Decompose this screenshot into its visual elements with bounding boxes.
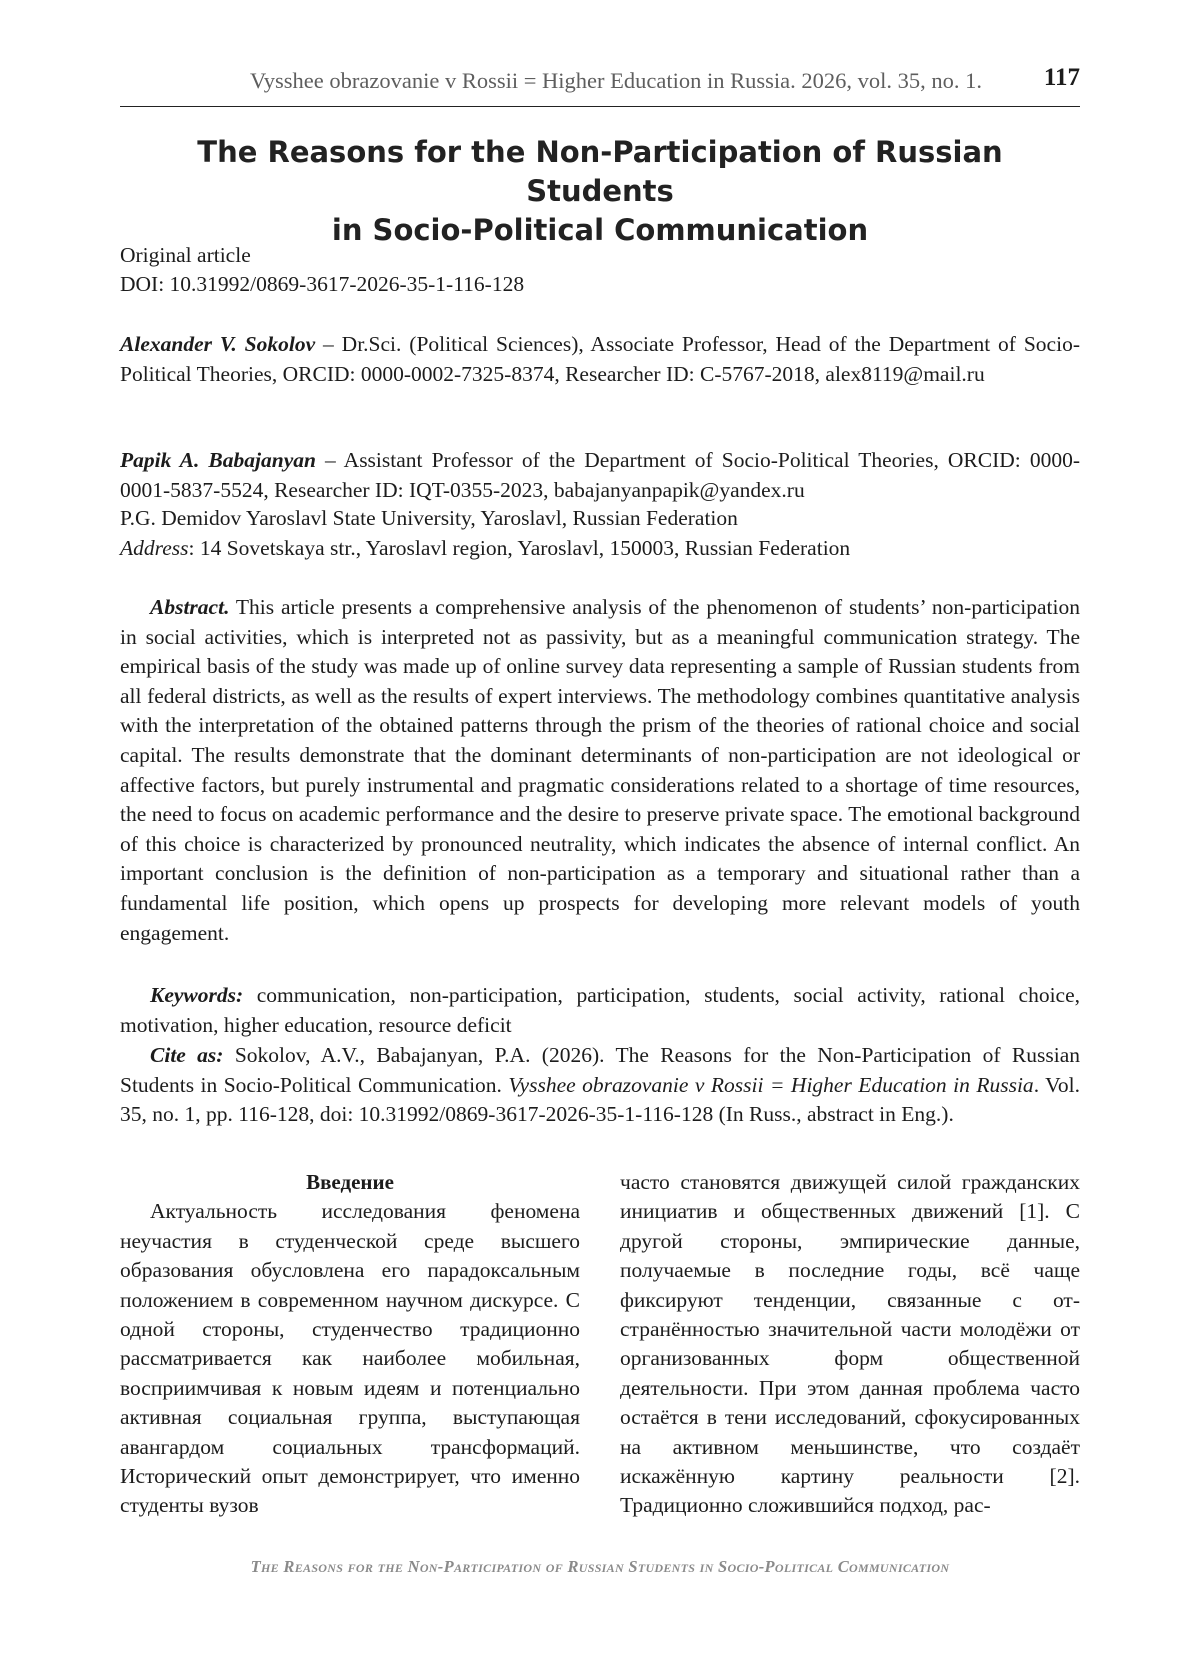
abstract-label: Abstract. — [150, 595, 230, 619]
article-title-line-1: The Reasons for the Non-Participation of Russian Students — [197, 135, 1003, 208]
citation-tail: . Vol. 35, no. 1, pp. 116-128, doi: 10.31992/0869-3617-2026-35-1-116-128 (In Russ., abstract in Eng.). — [120, 1072, 1080, 1127]
citation-journal: Vysshee obrazovanie v Rossii = Higher Education in Russia — [508, 1072, 1034, 1097]
author-name: Papik A. Babajanyan — [120, 448, 316, 472]
section-heading: Введение — [306, 1170, 394, 1194]
abstract-text: This article presents a comprehensive analysis of the phenomenon of students’ non-participation in social activities, which is interpreted not as passivity, but as a meaningful communication strategy. The empirical basis of the study was made up of online survey data representing a sample of Russian students from all federal districts, as well as the results of expert interviews. The methodology combines quantitative analysis with the interpretation of the obtained patterns through the prism of the theories of rational choice and social capital. The results demonstrate that the dominant determinants of non-participation are not ideological or affective factors, but purely instrumental and pragmatic considerations related to a shortage of time resources, the need to focus on academic performance and the desire to preserve private space. The emotional background of this choice is characterized by pronounced neutrality, which indicates the absence of internal conflict. An important conclusion is the definition of non-participation as a temporary and situational rather than a fundamental life position, which opens up prospects for developing more relevant models of youth engagement. — [120, 595, 1080, 945]
body-column-left — [120, 1168, 580, 1521]
affiliation-address — [120, 534, 1080, 564]
page-number: 117 — [1043, 64, 1080, 91]
article-doi: DOI: 10.31992/0869-3617-2026-35-1-116-128 — [120, 272, 525, 296]
body-text-right: часто становятся движущей силой гражданских инициатив и общественных движений [1]. С другой стороны, эмпирические данные, получаемые в последние годы, всё чаще фиксируют тенденции, связанные с отстранённостью значительной части молодёжи от организованных форм общественной деятельности. При этом данная проблема часто остаётся в тени исследований, сфокусированных на активном меньшинстве, что создаёт искажённую картину реальности [2]. Традиционно сложившийся подход, рас- — [620, 1170, 1080, 1518]
author-entry — [120, 330, 1080, 389]
article-title-line-2: in Socio-Political Communication — [331, 213, 869, 247]
citation-label: Cite as: — [150, 1043, 224, 1067]
author-name: Alexander V. Sokolov — [120, 332, 316, 356]
abstract — [120, 593, 1080, 948]
address-label: Address — [120, 536, 189, 560]
journal-citation-line: Vysshee obrazovanie v Rossii = Higher Education in Russia. 2026, vol. 35, no. 1. — [250, 68, 982, 93]
running-footer: The Reasons for the Non-Participation of Russian Students in Socio-Political Communication — [250, 1557, 950, 1576]
article-type: Original article — [120, 243, 251, 267]
author-details: – Dr.Sci. (Political Sciences), Associate Professor, Head of the Department of Socio-Political Theories, ORCID: 0000-0002-7325-8374, Researcher ID: C-5767-2018, alex8119@mail.ru — [120, 332, 1080, 386]
address-text: : 14 Sovetskaya str., Yaroslavl region, Yaroslavl, 150003, Russian Federation — [188, 536, 851, 560]
keywords — [120, 981, 1080, 1040]
citation — [120, 1041, 1080, 1130]
citation-text: Sokolov, A.V., Babajanyan, P.A. (2026). The Reasons for the Non-Participation of Russian Students in Socio-Political Communication. — [120, 1043, 1081, 1097]
running-header — [120, 62, 1080, 107]
affiliation-university: P.G. Demidov Yaroslavl State University, Yaroslavl, Russian Federation — [120, 506, 738, 530]
keywords-label: Keywords: — [150, 983, 244, 1007]
author-entry — [120, 446, 1080, 505]
keywords-text: communication, non-participation, participation, students, social activity, rational choice, motivation, higher education, resource deficit — [120, 983, 1080, 1037]
author-details: – Assistant Professor of the Department of Socio-Political Theories, ORCID: 0000-0001-5837-5524, Researcher ID: IQT-0355-2023, babajanyanpapik@yandex.ru — [120, 448, 1080, 502]
article-title — [120, 133, 1080, 250]
body-column-right — [620, 1168, 1080, 1521]
body-text-left: Актуальность исследования феномена неучастия в студенческой среде высшего образования обусловлена его парадоксальным положением в современном научном дискурсе. С одной стороны, студенчество традиционно рассматривается как наиболее мобильная, восприимчивая к новым идеям и потенциально активная социальная группа, выступающая авангардом социальных трансформаций. Исторический опыт демонстрирует, что именно студенты вузов — [120, 1199, 580, 1518]
